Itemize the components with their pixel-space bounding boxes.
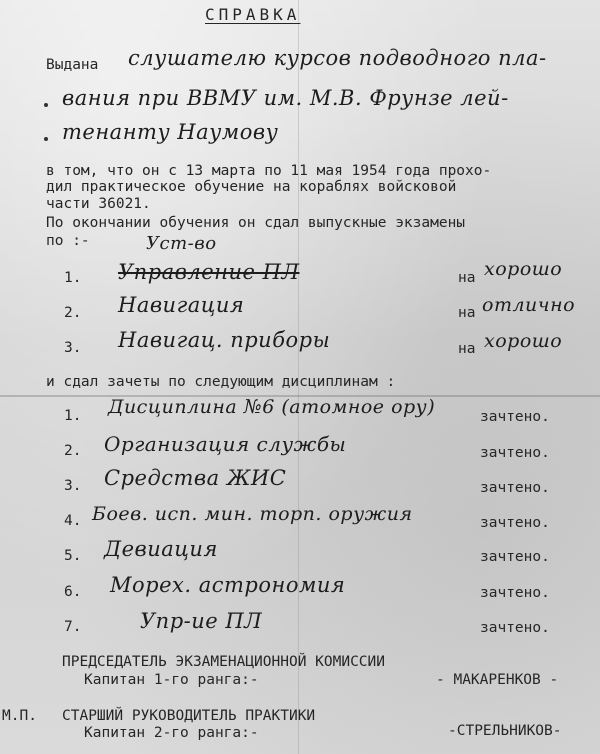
exam-grade: хорошо [484, 258, 563, 280]
exam-subject: Навигац. приборы [118, 328, 331, 352]
exam-correction-text: Уст-во [146, 233, 217, 254]
exam-grade: хорошо [484, 330, 563, 352]
body-line-5: по :- [46, 233, 90, 249]
margin-dot [44, 103, 48, 107]
credit-subject: Морех. астрономия [110, 573, 346, 597]
credit-status: зачтено. [480, 445, 550, 461]
chairman-rank: Капитан 1-го ранга:- [84, 672, 259, 688]
credit-number: 4. [64, 513, 82, 529]
practice-head-rank: Капитан 2-го ранга:- [84, 725, 259, 741]
issued-label: Выдана [46, 57, 99, 73]
credit-status: зачтено. [480, 480, 550, 496]
issued-handwritten-line-2: вания при ВВМУ им. М.В. Фрунзе лей- [62, 86, 509, 110]
issued-handwritten-line-1: слушателю курсов подводного пла- [128, 46, 547, 70]
practice-head-title: СТАРШИЙ РУКОВОДИТЕЛЬ ПРАКТИКИ [62, 708, 316, 724]
margin-dot [44, 137, 48, 141]
body-line-4: По окончании обучения он сдал выпускные экзамены [46, 215, 466, 231]
body-line-3: части 36021. [46, 196, 151, 212]
exam-number: 2. [64, 305, 82, 321]
credit-status: зачтено. [480, 409, 550, 425]
credit-number: 2. [64, 443, 82, 459]
credit-number: 7. [64, 619, 82, 635]
issued-handwritten-line-3: тенанту Наумову [62, 120, 279, 144]
exam-subject: Управление ПЛ [118, 260, 300, 284]
stamp-place-label: М.П. [2, 708, 37, 724]
chairman-title: ПРЕДСЕДАТЕЛЬ ЭКЗАМЕНАЦИОННОЙ КОМИССИИ [62, 654, 386, 670]
body-line-2: дил практическое обучение на кораблях войсковой [46, 179, 457, 195]
credit-number: 3. [64, 478, 82, 494]
exam-subject: Навигация [118, 293, 245, 317]
exam-grade-prefix: на [458, 305, 476, 321]
credits-intro: и сдал зачеты по следующим дисциплинам : [46, 374, 396, 390]
credit-status: зачтено. [480, 515, 550, 531]
credit-status: зачтено. [480, 585, 550, 601]
credit-subject: Средства ЖИС [104, 466, 287, 490]
exam-number: 1. [64, 270, 82, 286]
credit-subject: Дисциплина №6 (атомное ору) [108, 396, 436, 418]
credit-subject: Боев. исп. мин. торп. оружия [92, 503, 413, 525]
chairman-name: - МАКАРЕНКОВ - [436, 672, 559, 688]
exam-number: 3. [64, 340, 82, 356]
practice-head-name: -СТРЕЛЬНИКОВ- [448, 723, 562, 739]
credit-status: зачтено. [480, 549, 550, 565]
credit-number: 6. [64, 584, 82, 600]
document-title: СПРАВКА [205, 5, 301, 24]
credit-number: 1. [64, 408, 82, 424]
credit-number: 5. [64, 548, 82, 564]
exam-grade-prefix: на [458, 341, 476, 357]
credit-subject: Упр-ие ПЛ [140, 609, 263, 633]
credit-subject: Девиация [104, 537, 218, 561]
credit-status: зачтено. [480, 620, 550, 636]
exam-grade: отлично [482, 294, 576, 316]
credit-subject: Организация службы [104, 432, 347, 456]
body-line-1: в том, что он с 13 марта по 11 мая 1954 года прохо- [46, 163, 492, 179]
exam-grade-prefix: на [458, 270, 476, 286]
